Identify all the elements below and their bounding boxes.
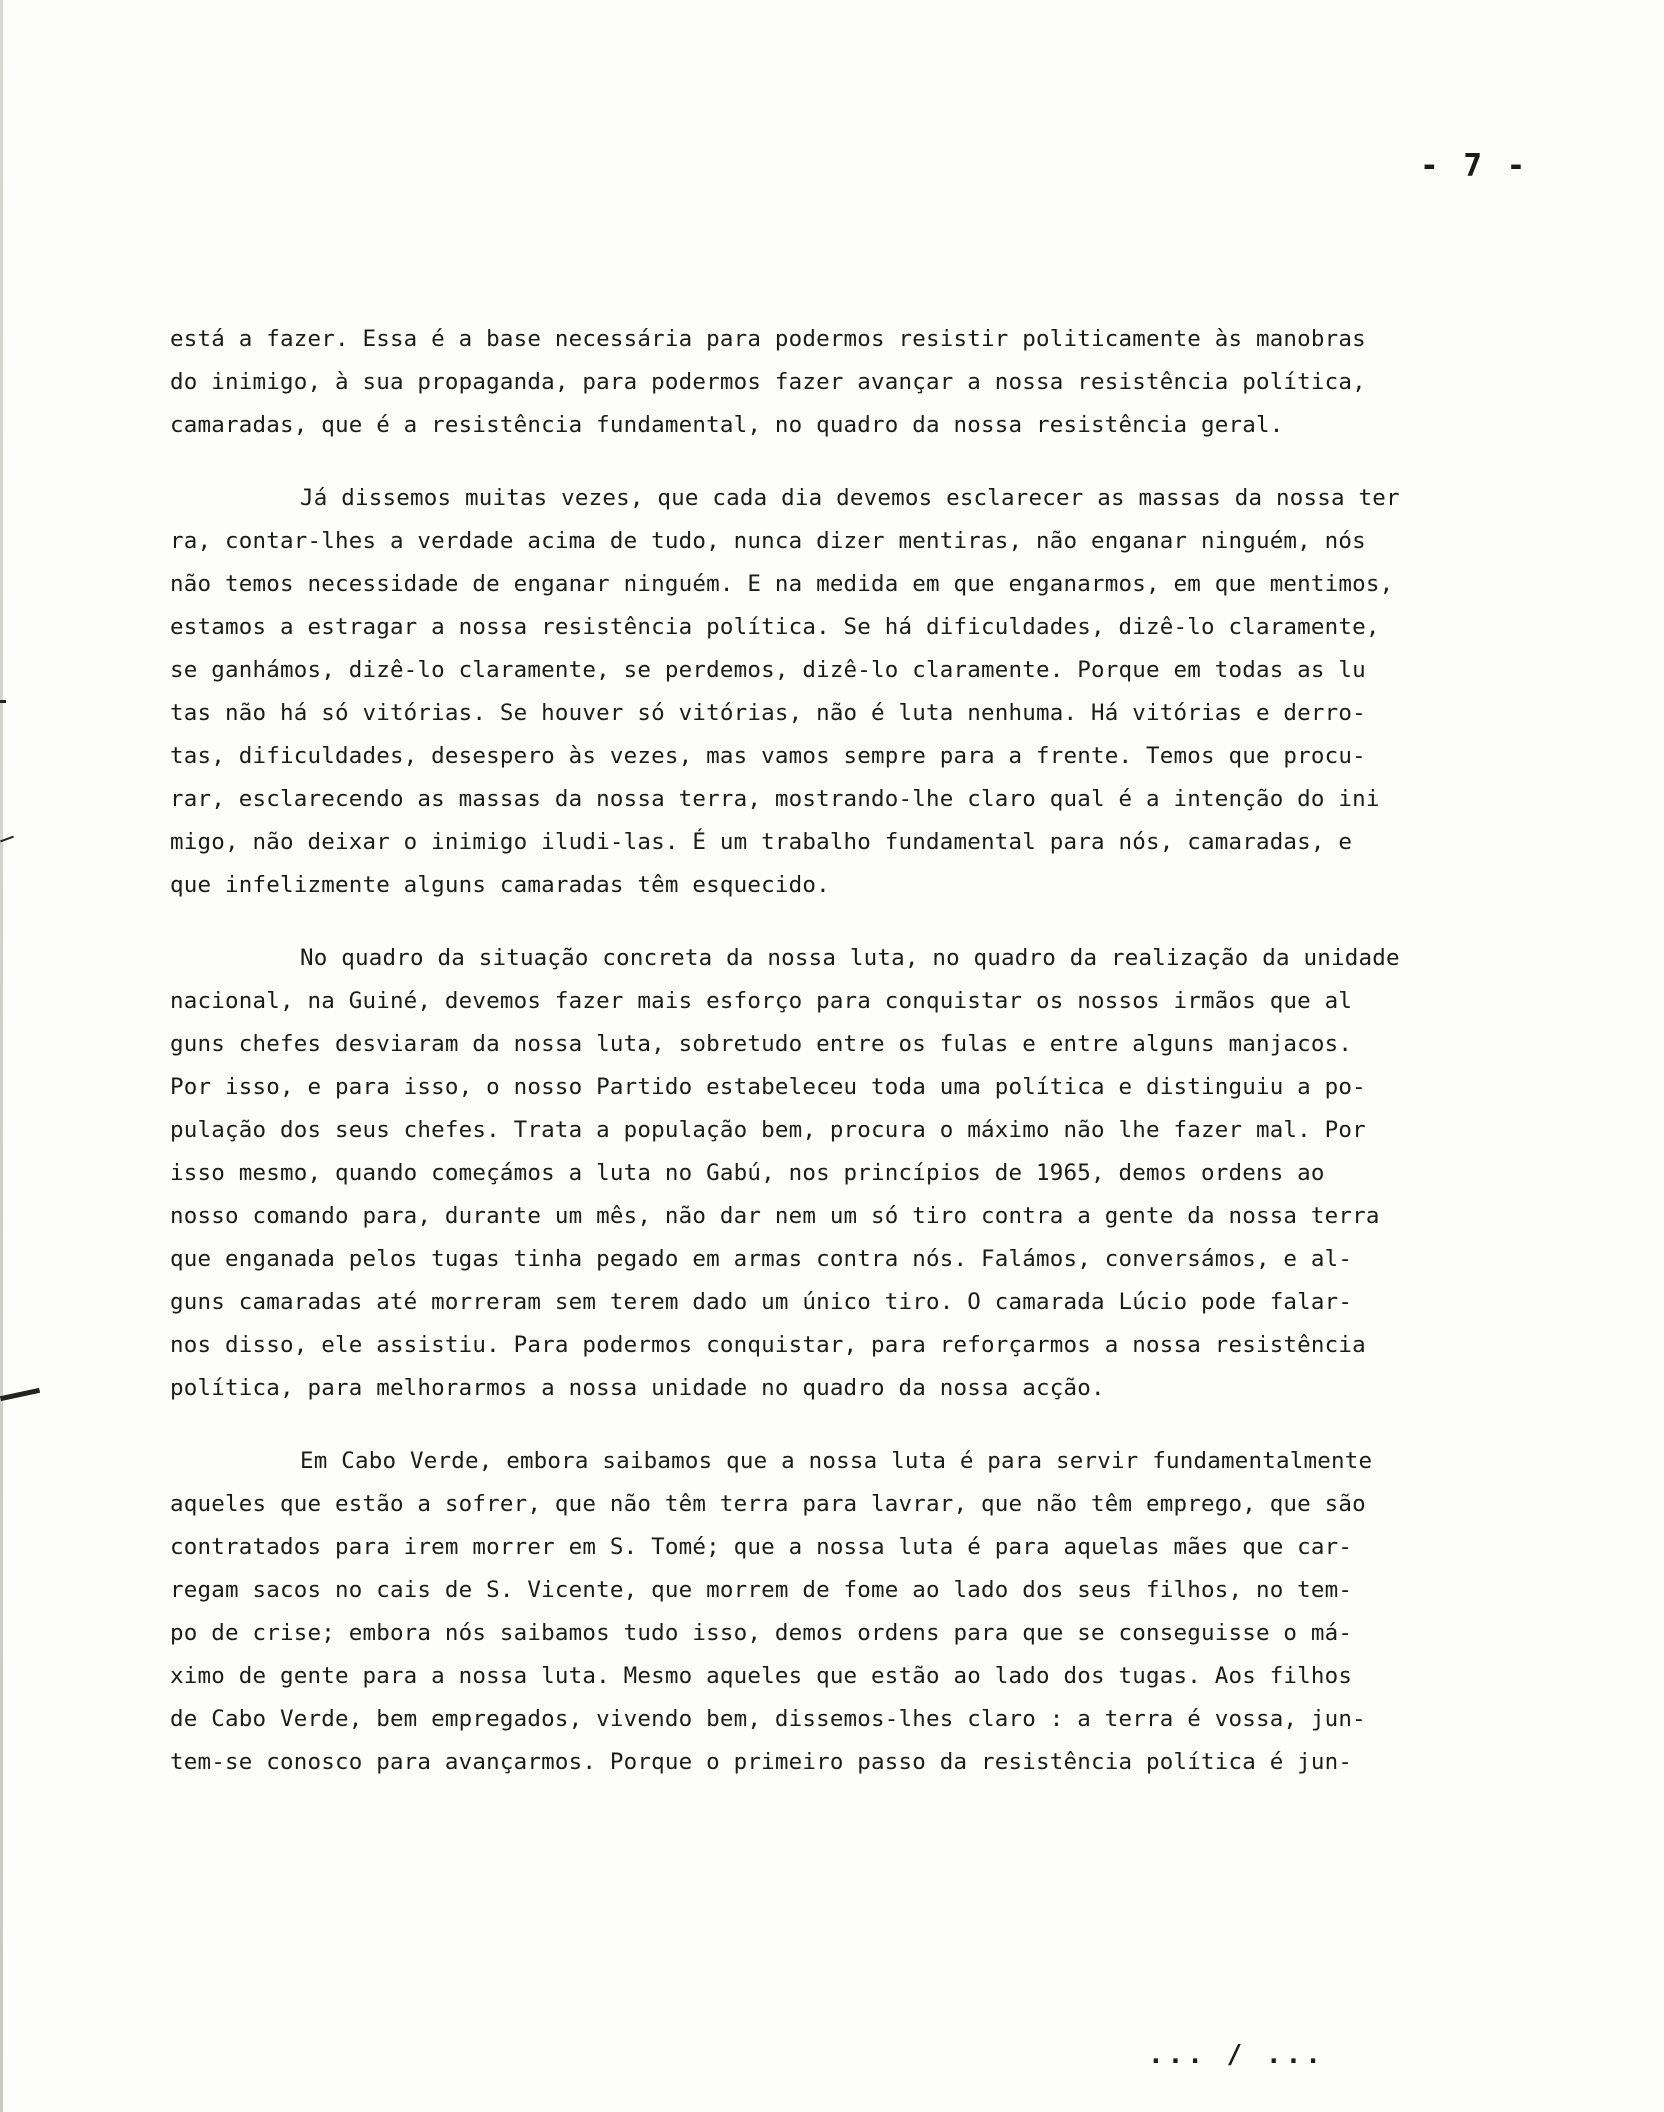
paragraph-gap bbox=[170, 447, 1550, 477]
text-line: Por isso, e para isso, o nosso Partido estabeleceu toda uma política e distinguiu a po- bbox=[170, 1074, 1366, 1100]
paragraph-gap bbox=[170, 1410, 1550, 1440]
text-line: migo, não deixar o inimigo iludi-las. É um trabalho fundamental para nós, camaradas, e bbox=[170, 829, 1353, 855]
text-line: guns chefes desviaram da nossa luta, sobretudo entre os fulas e entre alguns manjacos. bbox=[170, 1031, 1353, 1057]
text-line: nacional, na Guiné, devemos fazer mais esforço para conquistar os nossos irmãos que al bbox=[170, 988, 1353, 1014]
text-line: tem-se conosco para avançarmos. Porque o primeiro passo da resistência política é jun- bbox=[170, 1749, 1353, 1775]
text-line: No quadro da situação concreta da nossa luta, no quadro da realização da unidade bbox=[300, 945, 1400, 971]
text-line: ximo de gente para a nossa luta. Mesmo aqueles que estão ao lado dos tugas. Aos filhos bbox=[170, 1663, 1353, 1689]
document-body bbox=[170, 318, 1550, 1784]
text-line: tas não há só vitórias. Se houver só vitórias, não é luta nenhuma. Há vitórias e derro- bbox=[170, 700, 1366, 726]
paragraph bbox=[170, 937, 1550, 1410]
text-line: guns camaradas até morreram sem terem dado um único tiro. O camarada Lúcio pode falar- bbox=[170, 1289, 1353, 1315]
paragraph bbox=[170, 1440, 1550, 1784]
scan-artifact-mark bbox=[0, 1388, 40, 1401]
text-line: está a fazer. Essa é a base necessária para podermos resistir politicamente às manobras bbox=[170, 326, 1366, 352]
page-number: - 7 - bbox=[1420, 148, 1529, 184]
text-line: se ganhámos, dizê-lo claramente, se perdemos, dizê-lo claramente. Porque em todas as lu bbox=[170, 657, 1366, 683]
text-line: isso mesmo, quando começámos a luta no Gabú, nos princípios de 1965, demos ordens ao bbox=[170, 1160, 1325, 1186]
paragraph bbox=[170, 477, 1550, 907]
text-line: po de crise; embora nós saibamos tudo isso, demos ordens para que se conseguisse o má- bbox=[170, 1620, 1353, 1646]
text-line: que enganada pelos tugas tinha pegado em armas contra nós. Falámos, conversámos, e al- bbox=[170, 1246, 1353, 1272]
scan-artifact-mark bbox=[0, 700, 6, 703]
text-line: aqueles que estão a sofrer, que não têm terra para lavrar, que não têm emprego, que são bbox=[170, 1491, 1366, 1517]
text-line: nosso comando para, durante um mês, não dar nem um só tiro contra a gente da nossa terra bbox=[170, 1203, 1380, 1229]
text-line: Já dissemos muitas vezes, que cada dia devemos esclarecer as massas da nossa ter bbox=[300, 485, 1400, 511]
text-line: não temos necessidade de enganar ninguém. E na medida em que enganarmos, em que mentimos, bbox=[170, 571, 1394, 597]
continuation-mark: ... / ... bbox=[1148, 2040, 1325, 2070]
text-line: ra, contar-lhes a verdade acima de tudo, nunca dizer mentiras, não enganar ninguém, nós bbox=[170, 528, 1366, 554]
text-line: nos disso, ele assistiu. Para podermos conquistar, para reforçarmos a nossa resistência bbox=[170, 1332, 1366, 1358]
text-line: tas, dificuldades, desespero às vezes, mas vamos sempre para a frente. Temos que procu- bbox=[170, 743, 1366, 769]
text-line: do inimigo, à sua propaganda, para podermos fazer avançar a nossa resistência política, bbox=[170, 369, 1366, 395]
text-line: política, para melhorarmos a nossa unidade no quadro da nossa acção. bbox=[170, 1375, 1105, 1401]
paragraph bbox=[170, 318, 1550, 447]
text-line: Em Cabo Verde, embora saibamos que a nossa luta é para servir fundamentalmente bbox=[300, 1448, 1373, 1474]
scan-left-edge bbox=[0, 0, 3, 2112]
text-line: rar, esclarecendo as massas da nossa terra, mostrando-lhe claro qual é a intenção do ini bbox=[170, 786, 1380, 812]
text-line: de Cabo Verde, bem empregados, vivendo bem, dissemos-lhes claro : a terra é vossa, jun- bbox=[170, 1706, 1366, 1732]
text-line: contratados para irem morrer em S. Tomé; que a nossa luta é para aquelas mães que car- bbox=[170, 1534, 1353, 1560]
text-line: camaradas, que é a resistência fundamental, no quadro da nossa resistência geral. bbox=[170, 412, 1284, 438]
text-line: regam sacos no cais de S. Vicente, que morrem de fome ao lado dos seus filhos, no tem- bbox=[170, 1577, 1353, 1603]
text-line: que infelizmente alguns camaradas têm esquecido. bbox=[170, 872, 830, 898]
text-line: pulação dos seus chefes. Trata a população bem, procura o máximo não lhe fazer mal. Por bbox=[170, 1117, 1366, 1143]
paragraph-gap bbox=[170, 907, 1550, 937]
text-line: estamos a estragar a nossa resistência política. Se há dificuldades, dizê-lo claramente, bbox=[170, 614, 1380, 640]
